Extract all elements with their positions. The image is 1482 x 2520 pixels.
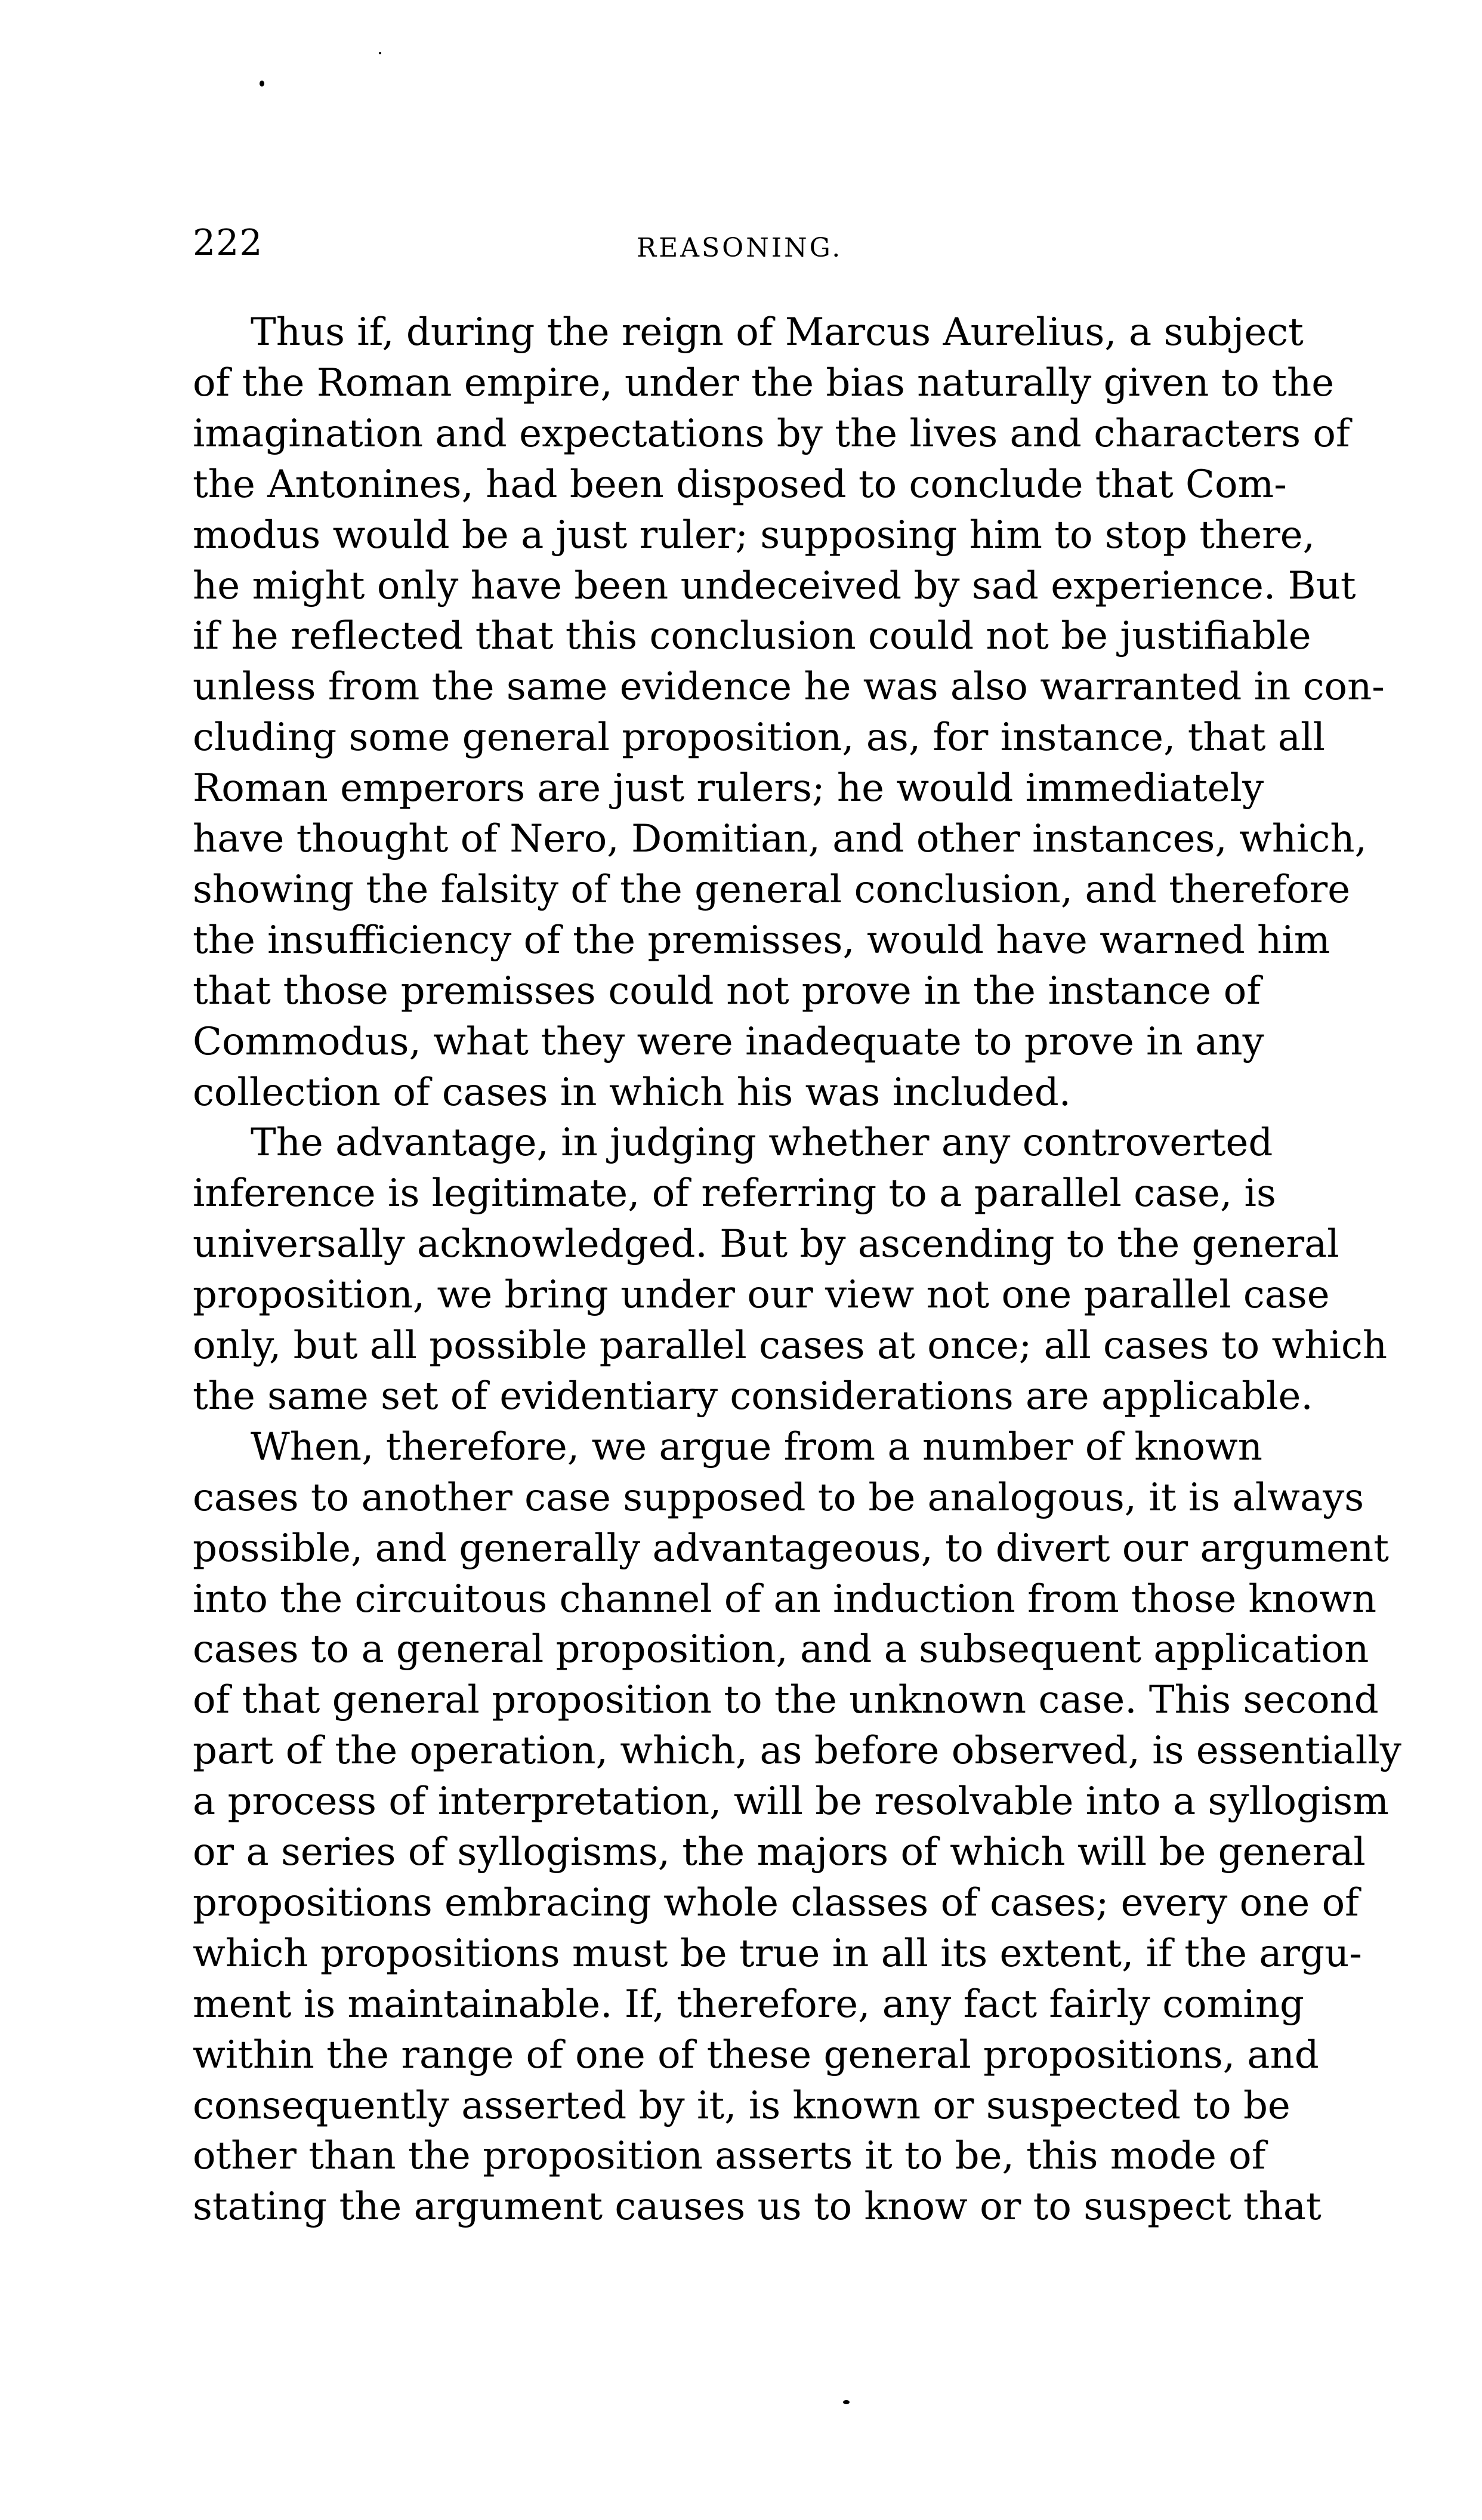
- paragraph-line: universally acknowledged. But by ascending to the general: [193, 1222, 1339, 1267]
- paragraph-first-line: The advantage, in judging whether any controverted: [251, 1121, 1273, 1165]
- paragraph-line: ment is maintainable. If, therefore, any fact fairly coming: [193, 1982, 1304, 2027]
- paragraph-line: within the range of one of these general propositions, and: [193, 2032, 1319, 2077]
- paragraph-line: showing the falsity of the general conclusion, and therefore: [193, 867, 1351, 912]
- paragraph-line: which propositions must be true in all its extent, if the argu-: [193, 1931, 1362, 1976]
- paragraph-line: if he reflected that this conclusion could not be justifiable: [193, 614, 1311, 659]
- paragraph-line: other than the proposition asserts it to be, this mode of: [193, 2134, 1266, 2179]
- paragraph-line: Roman emperors are just rulers; he would immediately: [193, 766, 1264, 811]
- paragraph-line: modus would be a just ruler; supposing him to stop there,: [193, 513, 1315, 557]
- paragraph-line: propositions embracing whole classes of cases; every one of: [193, 1880, 1359, 1925]
- paragraph-line: cases to another case supposed to be analogous, it is always: [193, 1475, 1364, 1520]
- paragraph-line: cluding some general proposition, as, for instance, that all: [193, 715, 1325, 760]
- paragraph-line: inference is legitimate, of referring to a parallel case, is: [193, 1171, 1276, 1216]
- running-head: REASONING.: [637, 233, 843, 263]
- paragraph-line: consequently asserted by it, is known or suspected to be: [193, 2083, 1290, 2128]
- scan-speck: [379, 52, 381, 54]
- paragraph-line: he might only have been undeceived by sad experience. But: [193, 563, 1356, 608]
- paragraph-line: collection of cases in which his was included.: [193, 1070, 1072, 1115]
- paragraph-line: possible, and generally advantageous, to divert our argument: [193, 1526, 1389, 1571]
- paragraph-line: proposition, we bring under our view not one parallel case: [193, 1273, 1330, 1318]
- paragraph-line: the same set of evidentiary considerations are applicable.: [193, 1374, 1313, 1418]
- scan-speck: [260, 81, 264, 87]
- paragraph-line: cases to a general proposition, and a subsequent application: [193, 1627, 1369, 1672]
- paragraph-line: into the circuitous channel of an induction from those known: [193, 1577, 1377, 1621]
- paragraph-line: of that general proposition to the unknown case. This second: [193, 1678, 1379, 1723]
- paragraph-first-line: Thus if, during the reign of Marcus Aurelius, a subject: [251, 310, 1304, 354]
- paragraph-line: part of the operation, which, as before observed, is essentially: [193, 1729, 1401, 1773]
- paragraph-line: that those premisses could not prove in the instance of: [193, 968, 1261, 1013]
- paragraph-line: unless from the same evidence he was also warranted in con-: [193, 665, 1385, 710]
- paragraph-line: a process of interpretation, will be resolvable into a syllogism: [193, 1779, 1389, 1824]
- paragraph-first-line: When, therefore, we argue from a number of known: [251, 1424, 1262, 1469]
- paragraph-line: Commodus, what they were inadequate to prove in any: [193, 1019, 1264, 1064]
- paragraph-line: of the Roman empire, under the bias naturally given to the: [193, 360, 1335, 405]
- paragraph-line: or a series of syllogisms, the majors of which will be general: [193, 1830, 1366, 1874]
- scan-speck: [843, 2400, 850, 2404]
- paragraph-line: only, but all possible parallel cases at once; all cases to which: [193, 1324, 1388, 1368]
- paragraph-line: the insufficiency of the premisses, would have warned him: [193, 918, 1330, 963]
- paragraph-line: imagination and expectations by the lives and characters of: [193, 411, 1350, 456]
- paragraph-line: the Antonines, had been disposed to conclude that Com-: [193, 462, 1287, 507]
- paragraph-line: stating the argument causes us to know or to suspect that: [193, 2185, 1322, 2229]
- paragraph-line: have thought of Nero, Domitian, and other instances, which,: [193, 817, 1367, 861]
- page-number: 222: [193, 222, 263, 264]
